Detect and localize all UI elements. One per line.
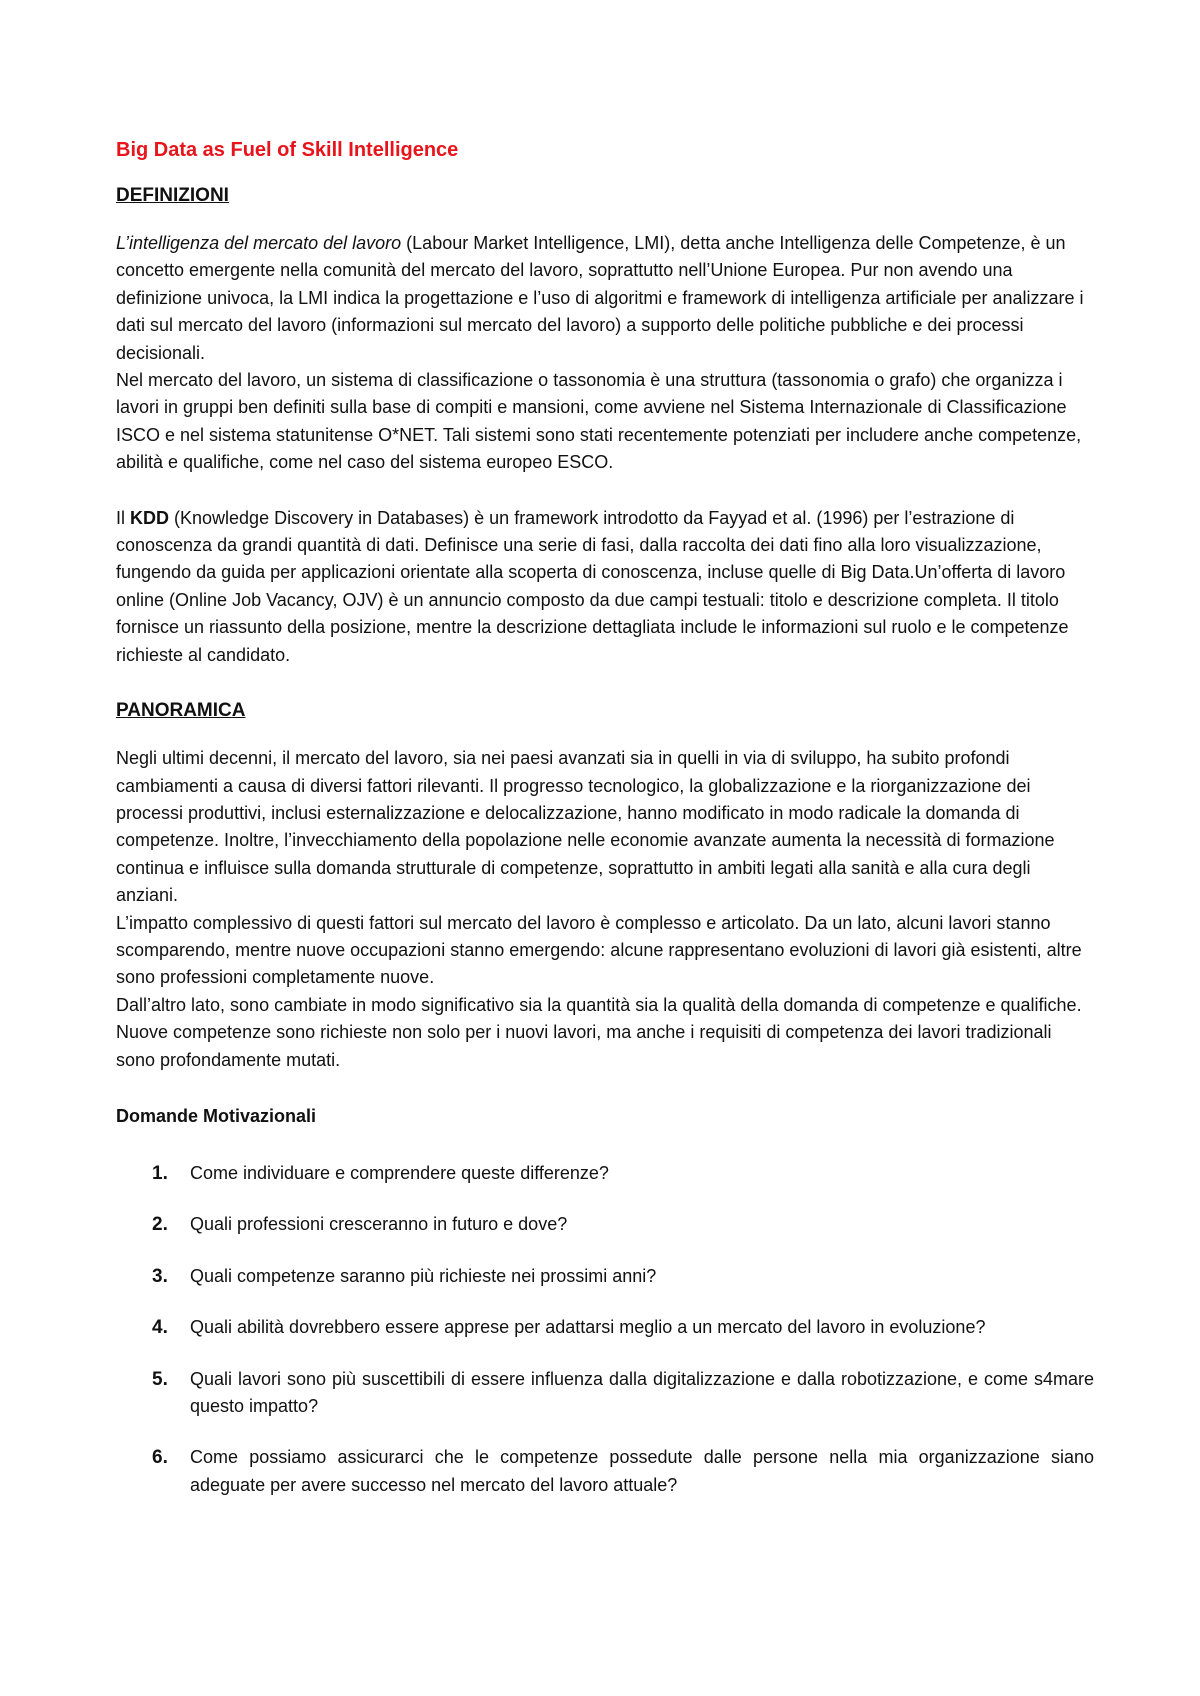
list-item-number: 6.: [152, 1447, 168, 1469]
paragraph-taxonomy: Nel mercato del lavoro, un sistema di classificazione o tassonomia è una struttura (tassonomia o grafo) che organizza i lavori in gruppi ben definiti sulla base di compiti e mansioni, come avviene nel Sistema Internazionale di Classificazione ISCO e nel sistema statunitense O*NET. Tali sistemi sono stati recentemente potenziati per includere anche competenze, abilità e qualifiche, come nel caso del sistema europeo ESCO.: [116, 370, 1082, 473]
list-item-text: Quali professioni cresceranno in futuro e dove?: [190, 1214, 568, 1235]
list-item-number: 5.: [152, 1368, 168, 1390]
paragraph-panoramica-1: Negli ultimi decenni, il mercato del lavoro, sia nei paesi avanzati sia in quelli in via di sviluppo, ha subito profondi cambiamenti a causa di diversi fattori rilevanti. Il progresso tecnologico, la globalizzazione e la riorganizzazione dei processi produttivi, inclusi esternalizzazione e delocalizzazione, hanno modificato in modo radicale la domanda di competenze. Inoltre, l’invecchiamento della popolazione nelle economie avanzate aumenta la necessità di formazione continua e influisce sulla domanda strutturale di competenze, soprattutto in ambiti legati alla sanità e alla cura degli anziani.: [116, 748, 1055, 906]
list-item: [116, 1444, 1094, 1499]
list-item-text: Come possiamo assicurarci che le competenze possedute dalle persone nella mia organizzazione siano adeguate per avere successo nel mercato del lavoro attuale?: [190, 1447, 1094, 1495]
list-item-text: Quali abilità dovrebbero essere apprese per adattarsi meglio a un mercato del lavoro in evoluzione?: [190, 1317, 986, 1338]
kdd-text: (Knowledge Discovery in Databases) è un framework introdotto da Fayyad et al. (1996) per l’estrazione di conoscenza da grandi quantità di dati. Definisce una serie di fasi, dalla raccolta dei dati fino alla loro visualizzazione, fungendo da guida per applicazioni orientate alla scoperta di conoscenza, incluse quelle di Big Data.Un’offerta di lavoro online (Online Job Vacancy, OJV) è un annuncio composto da due campi testuali: titolo e descrizione completa. Il titolo fornisce un riassunto della posizione, mentre la descrizione dettagliata include le informazioni sul ruolo e le competenze richieste al candidato.: [116, 507, 1069, 665]
list-item-number: 1.: [152, 1162, 168, 1184]
section-heading-panoramica: PANORAMICA: [116, 700, 246, 722]
list-item-text: Quali lavori sono più suscettibili di essere influenza dalla digitalizzazione e dalla robotizzazione, e come s4mare questo impatto?: [190, 1368, 1094, 1416]
kdd-term: KDD: [130, 507, 170, 528]
list-item-text: Quali competenze saranno più richieste nei prossimi anni?: [190, 1265, 657, 1286]
list-item-number: 3.: [152, 1265, 168, 1287]
list-item-text: Come individuare e comprendere queste differenze?: [190, 1162, 609, 1183]
list-item: [116, 1314, 1094, 1341]
lmi-term: L’intelligenza del mercato del lavoro: [116, 233, 402, 253]
questions-list: [116, 1160, 1094, 1499]
document-title: Big Data as Fuel of Skill Intelligence: [116, 139, 459, 161]
paragraph-lmi: [116, 230, 1094, 367]
lmi-text: (Labour Market Intelligence, LMI), detta anche Intelligenza delle Competenze, è un concetto emergente nella comunità del mercato del lavoro, soprattutto nell’Unione Europea. Pur non avendo una definizione univoca, la LMI indica la progettazione e l’uso di algoritmi e framework di intelligenza artificiale per analizzare i dati sul mercato del lavoro (informazioni sul mercato del lavoro) a supporto delle politiche pubbliche e dei processi decisionali.: [116, 233, 1084, 363]
paragraph-panoramica-3: Dall’altro lato, sono cambiate in modo significativo sia la quantità sia la qualità della domanda di competenze e qualifiche. Nuove competenze sono richieste non solo per i nuovi lavori, ma anche i requisiti di competenza dei lavori tradizionali sono profondamente mutati.: [116, 994, 1082, 1070]
document-page: [116, 138, 1094, 1523]
section-heading-definizioni: DEFINIZIONI: [116, 185, 229, 206]
list-item: [116, 1160, 1094, 1187]
subheading-domande: Domande Motivazionali: [116, 1105, 317, 1126]
list-item: [116, 1263, 1094, 1290]
list-item-number: 2.: [152, 1214, 168, 1236]
list-item: [116, 1366, 1094, 1421]
paragraph-panoramica-2: L’impatto complessivo di questi fattori sul mercato del lavoro è complesso e articolato. Da un lato, alcuni lavori stanno scomparendo, mentre nuove occupazioni stanno emergendo: alcune rappresentano evoluzioni di lavori già esistenti, altre sono professioni completamente nuove.: [116, 912, 1082, 988]
list-item-number: 4.: [152, 1317, 168, 1339]
kdd-prefix: Il: [116, 507, 131, 528]
paragraph-kdd: [116, 505, 1094, 669]
list-item: [116, 1211, 1094, 1238]
